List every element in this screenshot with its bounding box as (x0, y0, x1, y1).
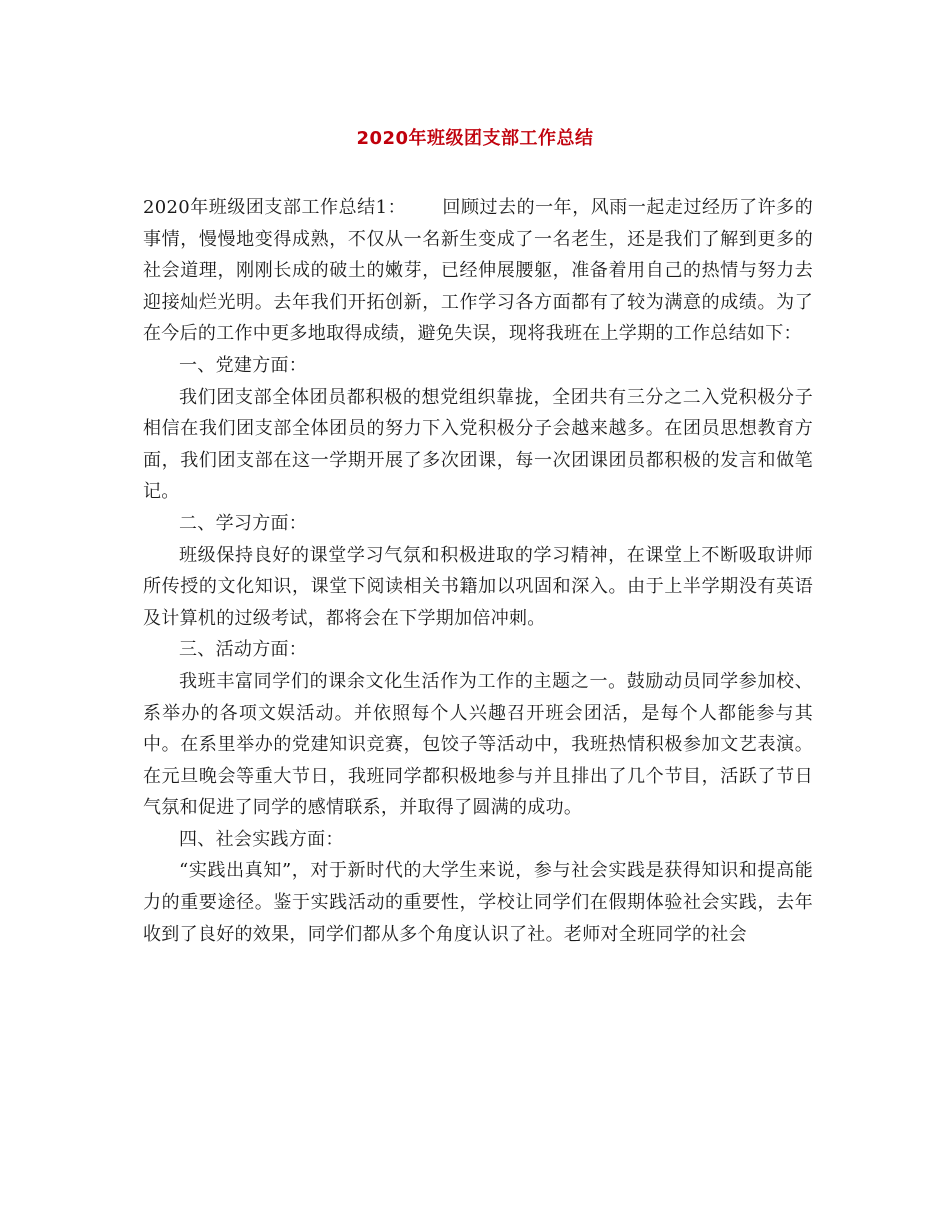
section-paragraph: 我班丰富同学们的课余文化生活作为工作的主题之一。鼓励动员同学参加校、系举办的各项文娱活动。并依照每个人兴趣召开班会团活，是每个人都能参与其中。在系里举办的党建知识竞赛，包饺子等活动中，我班热情积极参加文艺表演。在元旦晚会等重大节日，我班同学都积极地参与并且排出了几个节目，活跃了节日气氛和促进了同学的感情联系，并取得了圆满的成功。 (143, 670, 813, 819)
section-heading: 三、活动方面： (179, 639, 308, 661)
document-title: 2020年班级团支部工作总结 (356, 128, 594, 149)
section-paragraph: “实践出真知”，对于新时代的大学生来说，参与社会实践是获得知识和提高能力的重要途径。鉴于实践活动的重要性，学校让同学们在假期体验社会实践，去年收到了良好的效果，同学们都从多个角度认识了社。老师对全班同学的社会 (143, 860, 813, 945)
section-paragraph: 班级保持良好的课堂学习气氛和积极进取的学习精神，在课堂上不断吸取讲师所传授的文化知识，课堂下阅读相关书籍加以巩固和深入。由于上半学期没有英语及计算机的过级考试，都将会在下学期加倍冲刺。 (143, 544, 813, 629)
intro-text: 回顾过去的一年，风雨一起走过经历了许多的事情，慢慢地变得成熟，不仅从一名新生变成了一名老生，还是我们了解到更多的社会道理，刚刚长成的破土的嫩芽，已经伸展腰躯，准备着用自己的热情与努力去迎接灿烂光明。去年我们开拓创新，工作学习各方面都有了较为满意的成绩。为了在今后的工作中更多地取得成绩，避免失误，现将我班在上学期的工作总结如下： (143, 197, 813, 345)
section-paragraph: 我们团支部全体团员都积极的想党组织靠拢，全团共有三分之二入党积极分子相信在我们团支部全体团员的努力下入党积极分子会越来越多。在团员思想教育方面，我们团支部在这一学期开展了多次团课，每一次团课团员都积极的发言和做笔记。 (143, 386, 813, 503)
document-body (143, 192, 813, 950)
intro-label: 2020年班级团支部工作总结1： (143, 197, 407, 218)
section-heading: 一、党建方面： (179, 354, 308, 376)
section-heading: 四、社会实践方面： (179, 828, 344, 850)
section-heading: 二、学习方面： (179, 512, 308, 534)
intro-paragraph (143, 192, 813, 350)
